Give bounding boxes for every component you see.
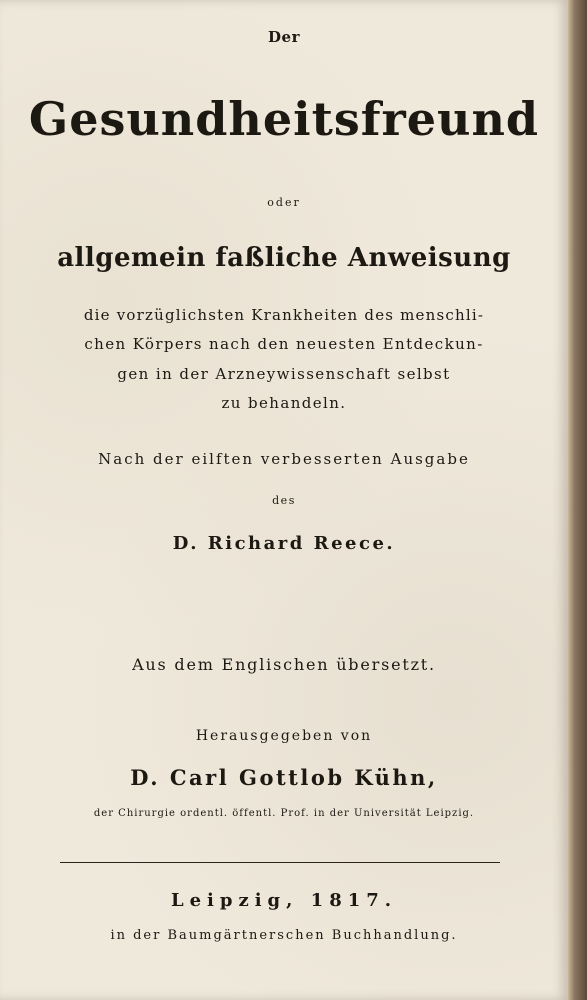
translated-line: Aus dem Englischen übersetzt. xyxy=(132,655,436,674)
title-connector: oder xyxy=(267,196,301,209)
book-edge xyxy=(568,0,587,1000)
editor-title: der Chirurgie ordentl. öffentl. Prof. in der Universität Leipzig. xyxy=(93,808,475,819)
book-subtitle: allgemein faßliche Anweisung xyxy=(57,243,511,273)
description-line-4: zu behandeln. xyxy=(221,394,347,412)
book-title: Gesundheitsfreund xyxy=(28,92,540,146)
author-name: D. Richard Reece. xyxy=(172,533,396,554)
divider-rule xyxy=(60,862,500,863)
publisher-line: in der Baumgärtnerschen Buchhandlung. xyxy=(110,928,458,943)
place-year: Leipzig, 1817. xyxy=(170,890,398,911)
edited-by-line: Herausgegeben von xyxy=(195,728,373,744)
title-article: Der xyxy=(268,28,300,46)
description-line-1: die vorzüglichsten Krankheiten des menschli- xyxy=(83,306,485,324)
description-line-3: gen in der Arzneywissenschaft selbst xyxy=(117,365,451,383)
of-line: des xyxy=(272,494,296,507)
editor-name: D. Carl Gottlob Kühn, xyxy=(130,765,438,790)
description-line-2: chen Körpers nach den neuesten Entdeckun- xyxy=(84,335,484,353)
edition-line: Nach der eilften verbesserten Ausgabe xyxy=(98,450,470,468)
